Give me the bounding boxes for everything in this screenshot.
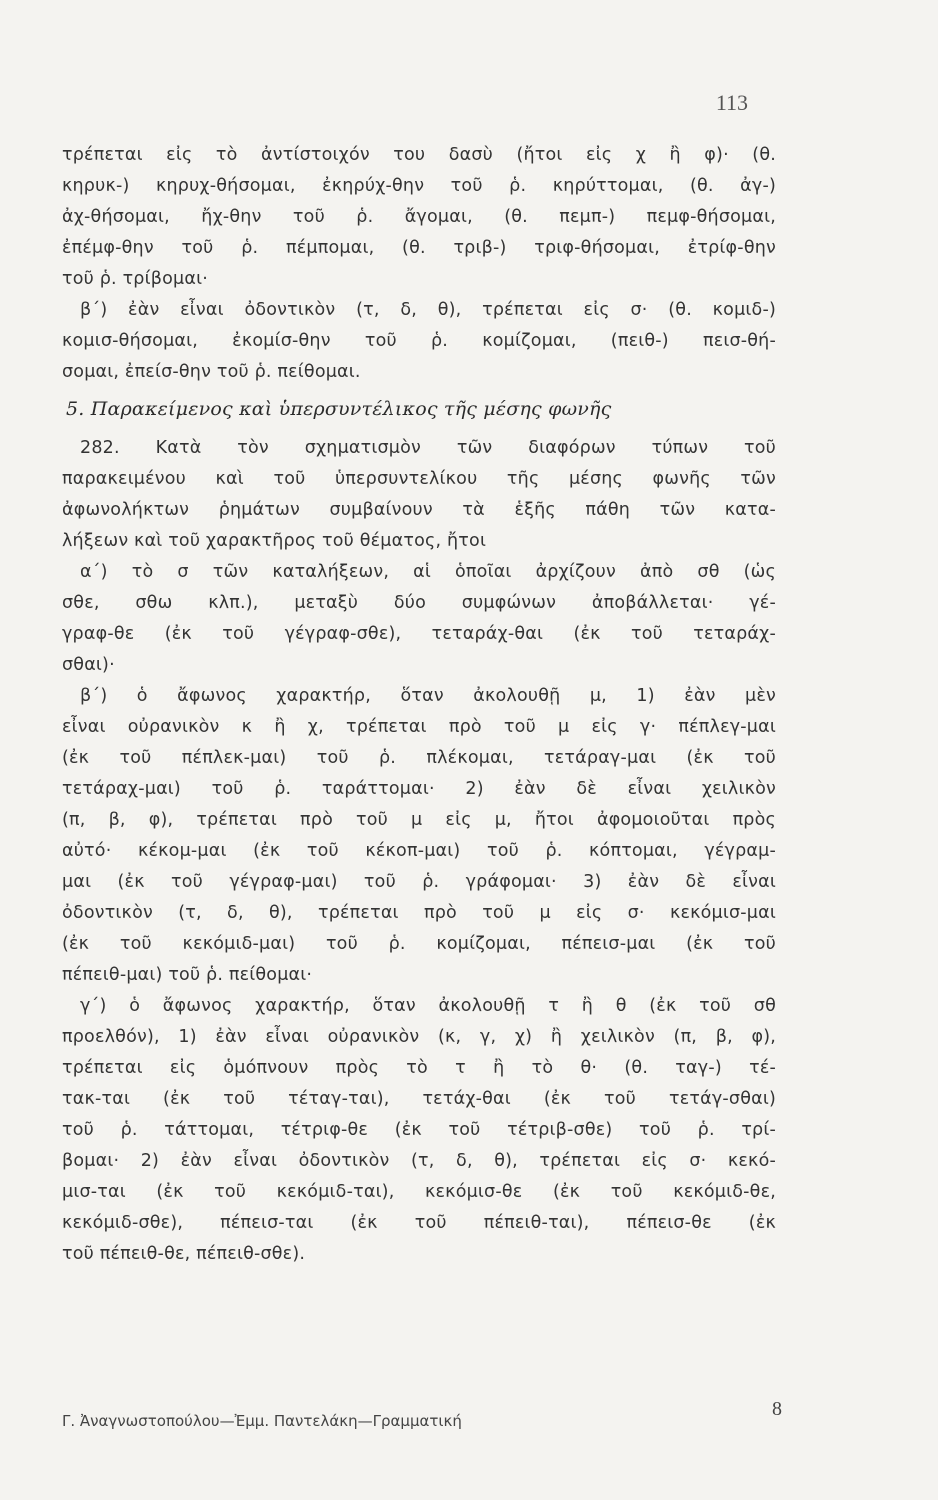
text-line: τοῦ ῥ. τρίβομαι· — [62, 269, 208, 289]
text-line: τοῦ πέπειθ-θε, πέπειθ-σθε). — [62, 1244, 306, 1264]
text-line: α΄) τὸ σ τῶν καταλήξεων, αἱ ὁποῖαι ἀρχίζουν ἀπὸ σθ (ὡς — [80, 562, 776, 582]
page-number: 113 — [715, 90, 748, 115]
footer-authors-title: Γ. Ἀναγνωστοπούλου—Ἐμμ. Παντελάκη—Γραμματική — [62, 1412, 462, 1430]
text-line: αὐτό· κέκομ-μαι (ἐκ τοῦ κέκοπ-μαι) τοῦ ῥ. κόπτομαι, γέγραμ- — [62, 841, 776, 861]
text-line: σθαι)· — [62, 655, 115, 675]
text-line: ἀφωνολήκτων ῥημάτων συμβαίνουν τὰ ἑξῆς πάθη τῶν κατα- — [62, 500, 776, 520]
text-line: γραφ-θε (ἐκ τοῦ γέγραφ-σθε), τεταράχ-θαι (ἐκ τοῦ τεταράχ- — [62, 624, 776, 644]
text-line: κηρυκ-) κηρυχ-θήσομαι, ἐκηρύχ-θην τοῦ ῥ. κηρύττομαι, (θ. ἀγ-) — [62, 176, 776, 196]
text-line: γ΄) ὁ ἄφωνος χαρακτήρ, ὅταν ἀκολουθῇ τ ἢ θ (ἐκ τοῦ σθ — [80, 996, 776, 1016]
text-line: (ἐκ τοῦ πέπλεκ-μαι) τοῦ ῥ. πλέκομαι, τετάραγ-μαι (ἐκ τοῦ — [62, 748, 776, 768]
text-line: 282. Κατὰ τὸν σχηματισμὸν τῶν διαφόρων τύπων τοῦ — [80, 438, 776, 458]
text-line: τοῦ ῥ. τάττομαι, τέτριφ-θε (ἐκ τοῦ τέτριβ-σθε) τοῦ ῥ. τρί- — [62, 1120, 776, 1140]
text-line: βομαι· 2) ἐὰν εἶναι ὀδοντικὸν (τ, δ, θ), τρέπεται εἰς σ· κεκό- — [62, 1151, 776, 1171]
text-line: ἐπέμφ-θην τοῦ ῥ. πέμπομαι, (θ. τριβ-) τριφ-θήσομαι, ἐτρίφ-θην — [62, 238, 776, 258]
section-heading: 5. Παρακείμενος καὶ ὑπερσυντέλικος τῆς μέσης φωνῆς — [66, 398, 612, 420]
text-line: λήξεων καὶ τοῦ χαρακτῆρος τοῦ θέματος, ἤτοι — [62, 531, 487, 551]
signature-mark: 8 — [772, 1398, 782, 1420]
text-line: κεκόμιδ-σθε), πέπεισ-ται (ἐκ τοῦ πέπειθ-ται), πέπεισ-θε (ἐκ — [62, 1213, 776, 1233]
text-line: β΄) ὁ ἄφωνος χαρακτήρ, ὅταν ἀκολουθῇ μ, 1) ἐὰν μὲν — [80, 686, 776, 706]
text-line: ἀχ-θήσομαι, ἤχ-θην τοῦ ῥ. ἄγομαι, (θ. πεμπ-) πεμφ-θήσομαι, — [62, 207, 776, 227]
text-line: ὀδοντικὸν (τ, δ, θ), τρέπεται πρὸ τοῦ μ εἰς σ· κεκόμισ-μαι — [62, 903, 776, 923]
text-line: (π, β, φ), τρέπεται πρὸ τοῦ μ εἰς μ, ἤτοι ἀφομοιοῦται πρὸς — [62, 810, 776, 830]
text-line: τετάραχ-μαι) τοῦ ῥ. ταράττομαι· 2) ἐὰν δὲ εἶναι χειλικὸν — [62, 779, 776, 799]
text-line: μισ-ται (ἐκ τοῦ κεκόμιδ-ται), κεκόμισ-θε (ἐκ τοῦ κεκόμιδ-θε, — [62, 1182, 776, 1202]
body-text — [62, 140, 776, 1270]
text-line: τακ-ται (ἐκ τοῦ τέταγ-ται), τετάχ-θαι (ἐκ τοῦ τετάγ-σθαι) — [62, 1089, 776, 1109]
text-line: β΄) ἐὰν εἶναι ὀδοντικὸν (τ, δ, θ), τρέπεται εἰς σ· (θ. κομιδ-) — [80, 300, 776, 320]
text-line: πέπειθ-μαι) τοῦ ῥ. πείθομαι· — [62, 965, 313, 985]
text-line: κομισ-θήσομαι, ἐκομίσ-θην τοῦ ῥ. κομίζομαι, (πειθ-) πεισ-θή- — [62, 331, 776, 351]
text-line: τρέπεται εἰς ὁμόπνουν πρὸς τὸ τ ἢ τὸ θ· (θ. ταγ-) τέ- — [62, 1058, 776, 1078]
text-line: (ἐκ τοῦ κεκόμιδ-μαι) τοῦ ῥ. κομίζομαι, πέπεισ-μαι (ἐκ τοῦ — [62, 934, 776, 954]
text-line: προελθόν), 1) ἐὰν εἶναι οὐρανικὸν (κ, γ, χ) ἢ χειλικὸν (π, β, φ), — [62, 1027, 776, 1047]
text-line: σθε, σθω κλπ.), μεταξὺ δύο συμφώνων ἀποβάλλεται· γέ- — [62, 593, 776, 613]
text-line: σομαι, ἐπείσ-θην τοῦ ῥ. πείθομαι. — [62, 362, 361, 382]
text-line: παρακειμένου καὶ τοῦ ὑπερσυντελίκου τῆς μέσης φωνῆς τῶν — [62, 469, 776, 489]
text-line: τρέπεται εἰς τὸ ἀντίστοιχόν του δασὺ (ἤτοι εἰς χ ἢ φ)· (θ. — [62, 145, 776, 165]
text-line: εἶναι οὐρανικὸν κ ἢ χ, τρέπεται πρὸ τοῦ μ εἰς γ· πέπλεγ-μαι — [62, 717, 776, 737]
text-line: μαι (ἐκ τοῦ γέγραφ-μαι) τοῦ ῥ. γράφομαι· 3) ἐὰν δὲ εἶναι — [62, 872, 776, 892]
